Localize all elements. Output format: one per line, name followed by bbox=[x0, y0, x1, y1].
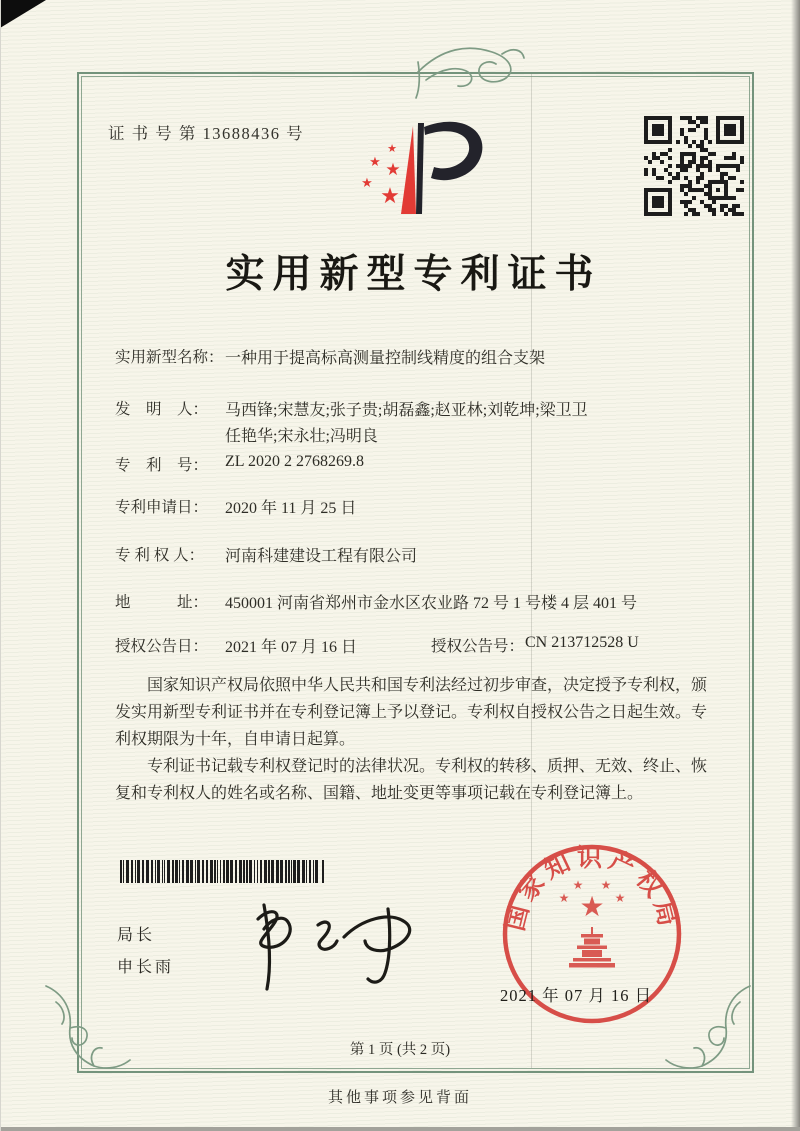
legal-paragraph-2: 专利证书记载专利权登记时的法律状况。专利权的转移、质押、无效、终止、恢复和专利权人的姓名或名称、国籍、地址变更等事项记载在专利登记簿上。 bbox=[115, 758, 708, 802]
field-row-inventors bbox=[115, 397, 588, 420]
seal-date: 2021 年 07 月 16 日 bbox=[500, 986, 653, 1005]
scan-edge-bottom bbox=[0, 1127, 800, 1131]
field-value: 450001 河南省郑州市金水区农业路 72 号 1 号楼 4 层 401 号 bbox=[225, 595, 638, 612]
field-row-grant bbox=[115, 634, 639, 657]
signer-title: 局长 bbox=[117, 927, 156, 944]
field-value: 一种用于提高标高测量控制线精度的组合支架 bbox=[225, 350, 546, 367]
seal-emblem-gate-icon bbox=[569, 927, 615, 968]
seal-star-icon: ★ bbox=[579, 892, 605, 923]
scan-edge-left bbox=[0, 0, 1, 1131]
field-row-inventors-line2 bbox=[225, 423, 378, 446]
legal-text-block bbox=[115, 672, 707, 807]
field-row-application-date bbox=[115, 495, 356, 518]
field-value: 2021 年 07 月 16 日 bbox=[225, 639, 358, 656]
seal-star-icon: ★ bbox=[558, 891, 570, 905]
legal-paragraph-1: 国家知识产权局依照中华人民共和国专利法经过初步审查，决定授予专利权，颁发实用新型专利证书并在专利登记簿上予以登记。专利权自授权公告之日起生效。专利权期限为十年，自申请日起算。 bbox=[115, 677, 708, 748]
field-value: 2020 年 11 月 25 日 bbox=[225, 500, 357, 517]
seal-star-icon: ★ bbox=[572, 878, 584, 892]
barcode bbox=[120, 860, 326, 883]
field-row-name bbox=[115, 345, 545, 368]
logo-star-icon: ★ bbox=[387, 143, 397, 155]
certificate-number: 证 书 号 第 13688436 号 bbox=[108, 124, 305, 143]
field-label: 授权公告日： bbox=[115, 638, 209, 655]
seal-text: 国家知识产权局 bbox=[502, 845, 682, 934]
seal-star-icon: ★ bbox=[614, 891, 626, 905]
qr-code bbox=[644, 116, 744, 216]
field-value: 任艳华;宋永壮;冯明良 bbox=[225, 428, 378, 445]
scan-edge-right bbox=[791, 0, 800, 1131]
field-row-patent-no bbox=[115, 453, 364, 475]
certificate-title: 实用新型专利证书 bbox=[225, 253, 602, 296]
field-label: 专 利 号： bbox=[115, 457, 209, 474]
field-label: 专 利 权 人： bbox=[115, 547, 205, 564]
field-value: 河南科建建设工程有限公司 bbox=[225, 548, 418, 565]
field-row-patentee bbox=[115, 543, 417, 566]
field-value-grant-no: CN 213712528 U bbox=[525, 634, 639, 651]
back-note: 其他事项参见背面 bbox=[327, 1090, 472, 1106]
page-indicator: 第 1 页 (共 2 页) bbox=[349, 1042, 451, 1058]
logo-star-icon: ★ bbox=[361, 175, 373, 190]
field-label-grant-no: 授权公告号： bbox=[431, 638, 525, 655]
field-label: 专利申请日： bbox=[115, 499, 209, 516]
seal-star-icon: ★ bbox=[600, 878, 612, 892]
scan-corner-artifact bbox=[0, 0, 46, 28]
logo-star-icon: ★ bbox=[369, 154, 381, 169]
cnipa-logo-icon bbox=[348, 103, 518, 243]
field-value: 马西锋;宋慧友;张子贵;胡磊鑫;赵亚林;刘乾坤;梁卫卫 bbox=[225, 402, 588, 419]
field-label: 发 明 人： bbox=[115, 401, 209, 418]
field-row-address bbox=[115, 590, 637, 613]
field-label: 地 址： bbox=[115, 594, 209, 611]
field-value: ZL 2020 2 2768269.8 bbox=[225, 453, 364, 470]
signature-icon bbox=[240, 903, 420, 998]
signer-name: 申长雨 bbox=[117, 959, 175, 976]
logo-star-icon: ★ bbox=[380, 183, 400, 208]
field-label: 实用新型名称： bbox=[115, 349, 224, 366]
logo-star-icon: ★ bbox=[385, 160, 401, 179]
